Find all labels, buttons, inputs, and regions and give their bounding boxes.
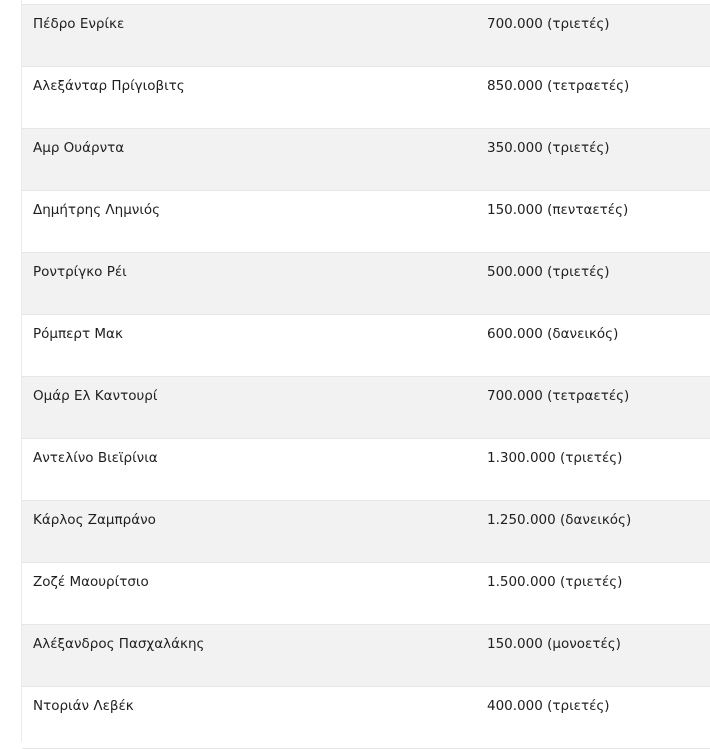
salary-cell: 400.000 (τριετές) xyxy=(487,698,610,714)
salary-table xyxy=(22,4,710,749)
player-name-cell: Πέδρο Ενρίκε xyxy=(33,16,125,32)
table-row xyxy=(22,377,710,439)
table-row xyxy=(22,315,710,377)
salary-cell: 1.250.000 (δανεικός) xyxy=(487,512,632,528)
table-row xyxy=(22,501,710,563)
table-row xyxy=(22,129,710,191)
player-name-cell: Αλεξάνταρ Πρίγιοβιτς xyxy=(33,78,185,94)
player-name-cell: Ομάρ Ελ Καντουρί xyxy=(33,388,158,404)
player-name-cell: Ζοζέ Μαουρίτσιο xyxy=(33,574,149,590)
salary-cell: 500.000 (τριετές) xyxy=(487,264,610,280)
player-name-cell: Ντοριάν Λεβέκ xyxy=(33,698,134,714)
player-name-cell: Αλέξανδρος Πασχαλάκης xyxy=(33,636,205,652)
table-row xyxy=(22,563,710,625)
salary-cell: 850.000 (τετραετές) xyxy=(487,78,630,94)
salary-cell: 1.500.000 (τριετές) xyxy=(487,574,623,590)
table-row xyxy=(22,625,710,687)
table-row xyxy=(22,191,710,253)
table-row xyxy=(22,5,710,67)
salary-cell: 1.300.000 (τριετές) xyxy=(487,450,623,466)
salary-cell: 600.000 (δανεικός) xyxy=(487,326,619,342)
salary-cell: 150.000 (μονοετές) xyxy=(487,636,621,652)
player-name-cell: Ρόμπερτ Μακ xyxy=(33,326,123,342)
table-row xyxy=(22,439,710,501)
salary-cell: 700.000 (τριετές) xyxy=(487,16,610,32)
player-name-cell: Ροντρίγκο Ρέι xyxy=(33,264,127,280)
salary-cell: 700.000 (τετραετές) xyxy=(487,388,630,404)
player-name-cell: Αντελίνο Βιεϊρίνια xyxy=(33,450,158,466)
salary-cell: 150.000 (πενταετές) xyxy=(487,202,629,218)
table-row xyxy=(22,67,710,129)
table-row xyxy=(22,687,710,749)
salary-cell: 350.000 (τριετές) xyxy=(487,140,610,156)
player-name-cell: Δημήτρης Λημνιός xyxy=(33,202,161,218)
player-name-cell: Αμρ Ουάρντα xyxy=(33,140,125,156)
player-name-cell: Κάρλος Ζαμπράνο xyxy=(33,512,156,528)
table-row xyxy=(22,253,710,315)
